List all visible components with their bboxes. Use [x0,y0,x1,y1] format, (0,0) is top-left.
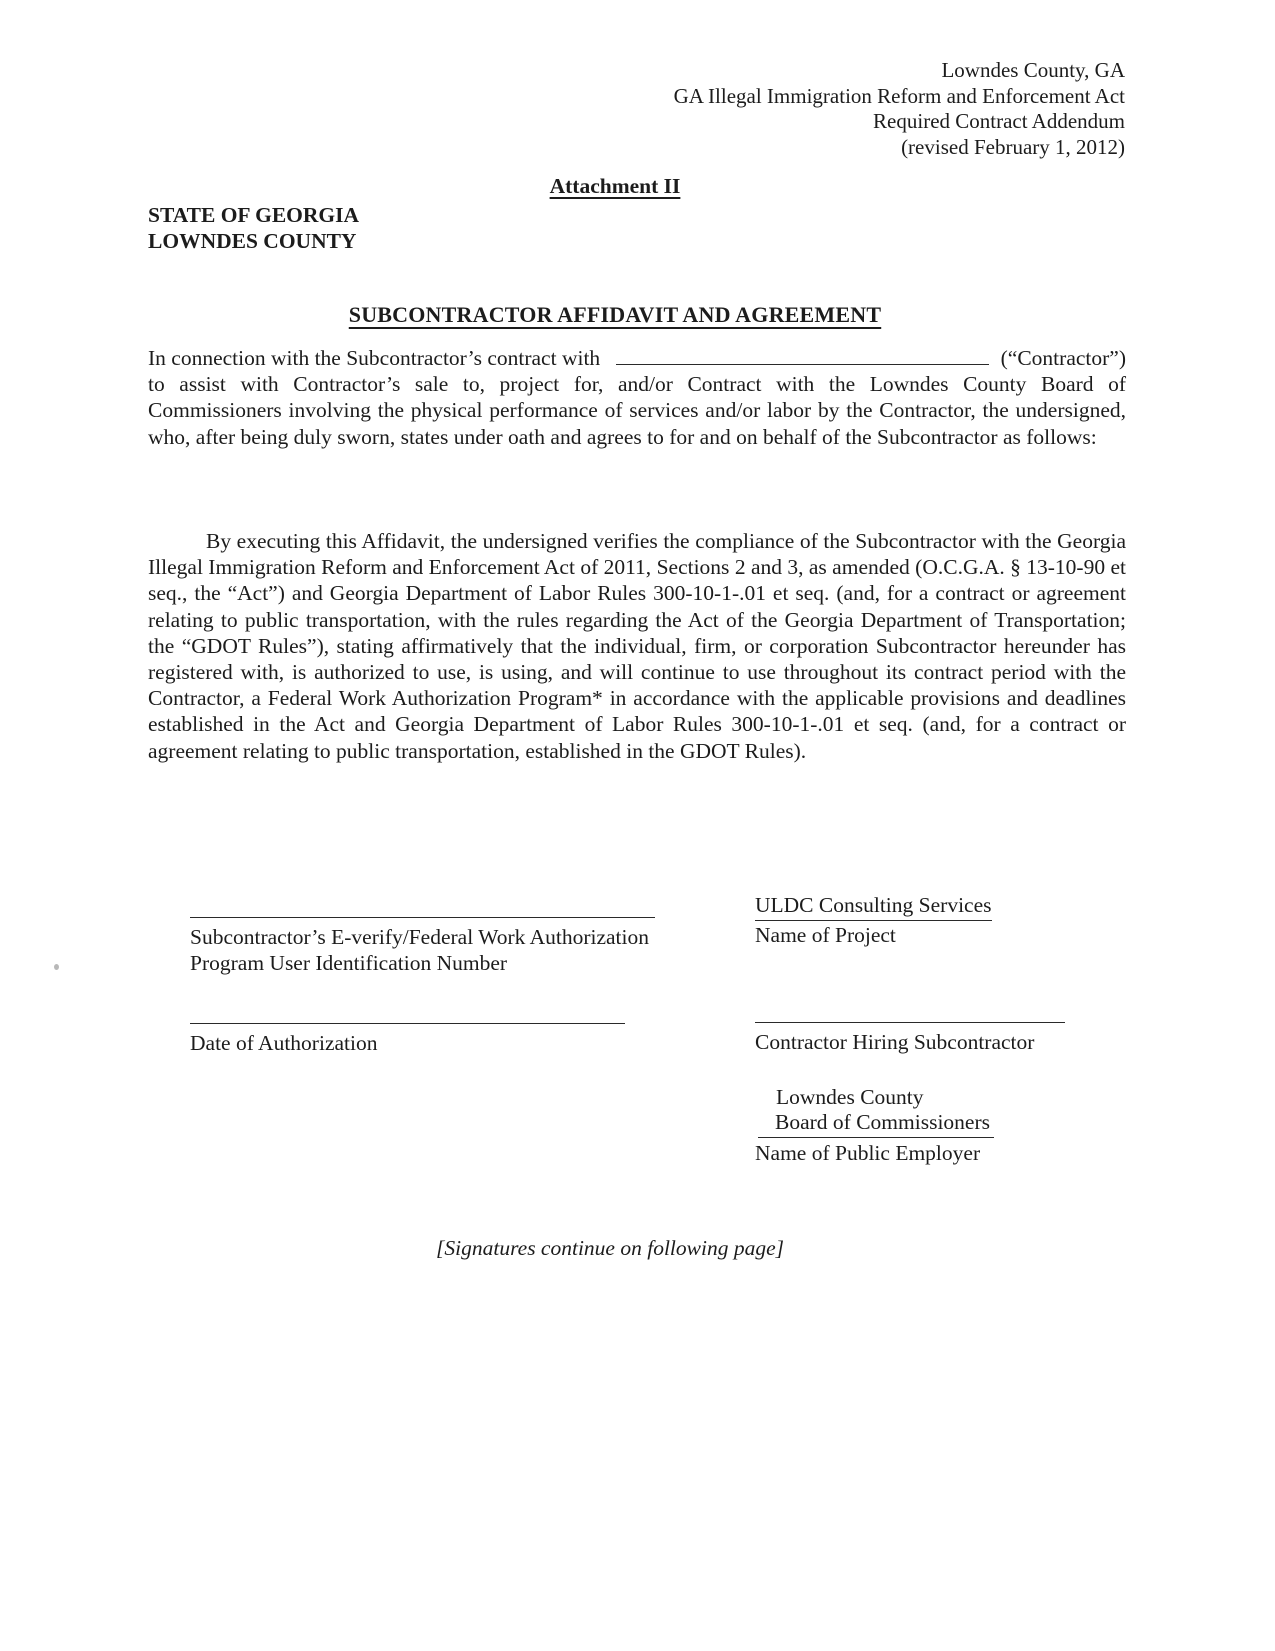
date-signature-line [190,1023,625,1024]
project-name-value [755,893,992,921]
employer-label: Name of Public Employer [755,1141,981,1165]
intro-text-rest: to assist with Contractor’s sale to, project for, and/or Contract with the Lowndes County Board of Commissioners involving the physical performance of services and/or labor by the Contractor, the undersigned, who, after being duly sworn, states under oath and agrees to for and on behalf of the Subcontractor as follows: [148,372,1126,449]
document-header [674,58,1125,160]
everify-label-line2: Program User Identification Number [190,951,508,975]
header-line-revision-date: (revised February 1, 2012) [901,134,1125,159]
contractor-label: Contractor Hiring Subcontractor [755,1030,1035,1054]
attachment-heading [0,174,1230,199]
paragraph-affidavit-body: By executing this Affidavit, the undersigned verifies the compliance of the Subcontractor with the Georgia Illegal Immigration Reform and Enforcement Act of 2011, Sections 2 and 3, as amended (O.C.G.A. § 13-10-90 et seq., the “Act”) and Georgia Department of Labor Rules 300-10-1-.01 et seq. (and, for a contract or agreement relating to public transportation, with the rules regarding the Act of the Georgia Department of Transportation; the “GDOT Rules”), stating affirmatively that the individual, firm, or corporation Subcontractor hereunder has registered with, is authorized to use, is using, and will continue to use throughout its contract period with the Contractor, a Federal Work Authorization Program* in accordance with the applicable provisions and deadlines established in the Act and Georgia Department of Labor Rules 300-10-1-.01 et seq. (and, for a contract or agreement relating to public transportation, established in the GDOT Rules). [148,529,1126,763]
document-title [0,302,1230,328]
intro-text-after-blank: (“Contractor”) [1000,346,1126,370]
jurisdiction-block [148,202,359,254]
project-name-label: Name of Project [755,923,896,947]
everify-signature-line [190,917,655,918]
everify-label-line1: Subcontractor’s E-verify/Federal Work Authorization [190,925,650,949]
county-line: LOWNDES COUNTY [148,229,357,253]
document-title-text: SUBCONTRACTOR AFFIDAVIT AND AGREEMENT [348,302,882,327]
project-name-value-text: ULDC Consulting Services [755,893,992,921]
employer-value-line1: Lowndes County [776,1085,924,1109]
employer-value-line2-wrap [758,1110,994,1138]
contractor-name-blank-line [616,344,988,365]
paragraph-intro [148,344,1126,450]
employer-value-line2: Board of Commissioners [758,1110,994,1138]
intro-text-before-blank: In connection with the Subcontractor’s contract with [148,346,601,370]
date-label: Date of Authorization [190,1031,378,1055]
header-line-addendum: Required Contract Addendum [873,109,1125,133]
scan-artifact-dot [54,964,59,970]
signatures-continue-note: [Signatures continue on following page] [436,1236,784,1260]
paragraph-intro-first-line [148,344,1126,371]
header-line-act: GA Illegal Immigration Reform and Enforcement Act [673,83,1125,108]
header-line-county: Lowndes County, GA [941,58,1125,82]
contractor-signature-line [755,1022,1065,1023]
state-line: STATE OF GEORGIA [148,203,360,227]
attachment-heading-text: Attachment II [549,174,681,198]
